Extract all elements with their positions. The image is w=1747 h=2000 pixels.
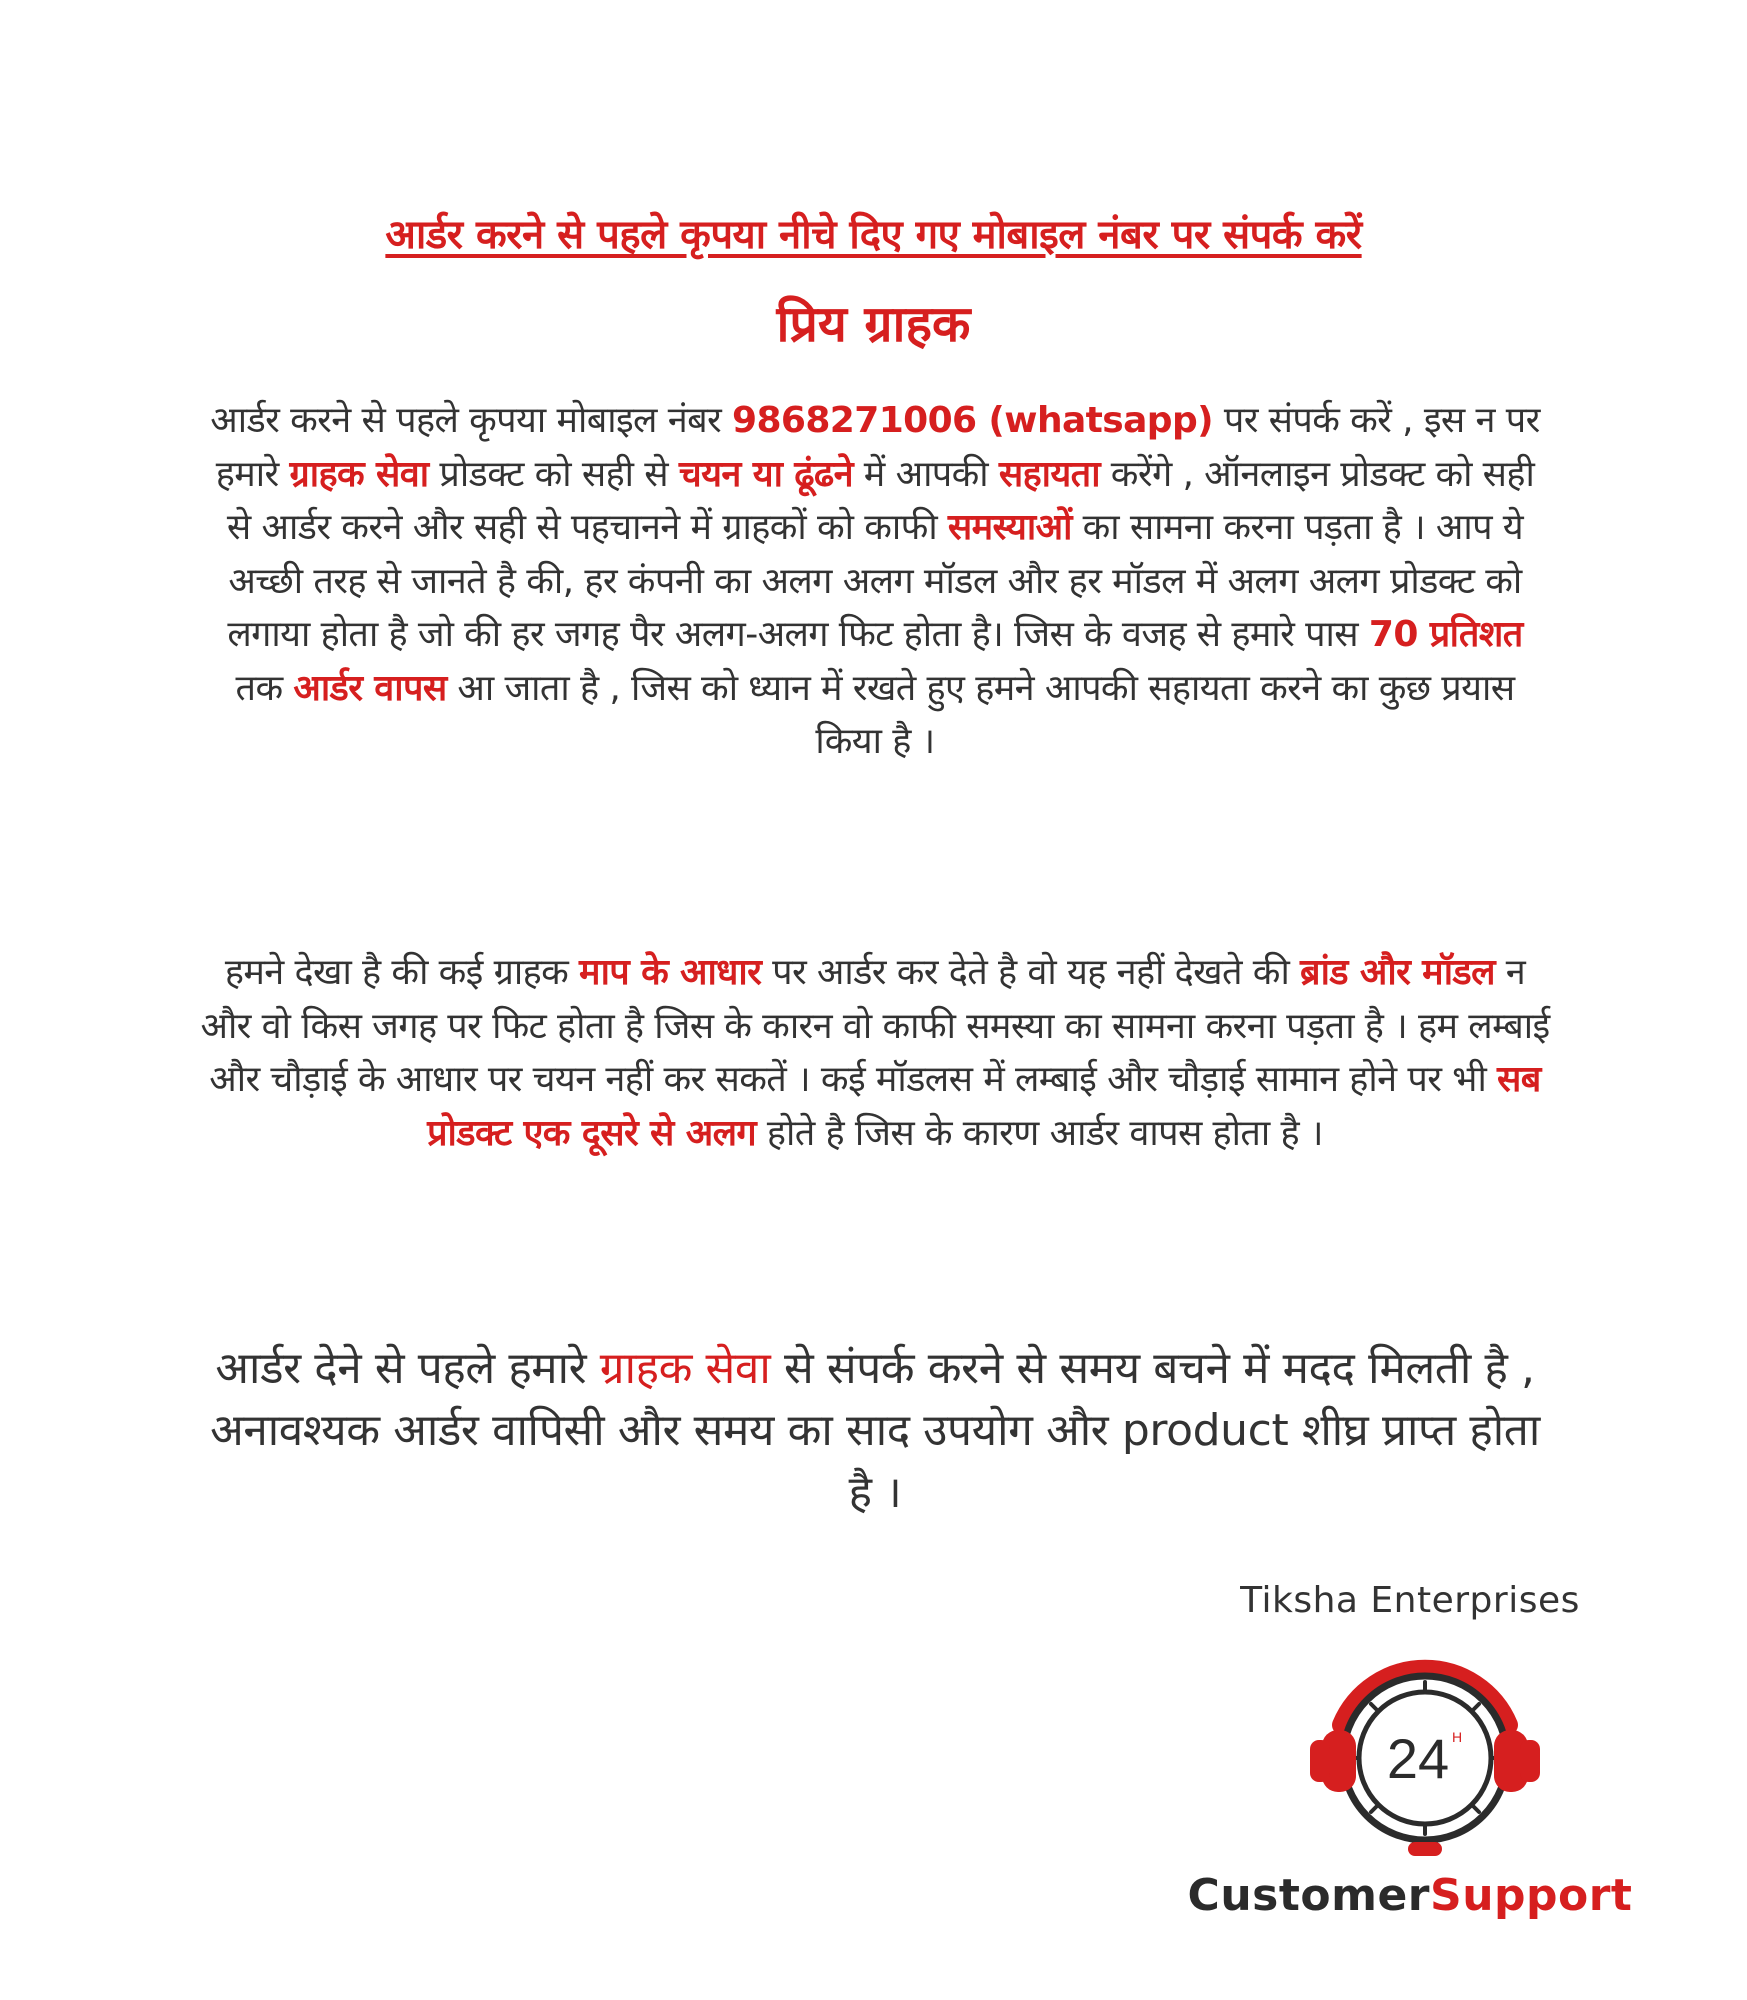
text-segment: आ जाता है , जिस को ध्यान में रखते हुए हमने आपकी सहायता करने का कुछ प्रयास किया है । xyxy=(446,667,1515,762)
text-segment: होते है जिस के कारण आर्डर वापस होता है । xyxy=(756,1112,1323,1154)
highlight-problems: समस्याओं xyxy=(947,507,1072,548)
highlight-help: सहायता xyxy=(998,453,1100,495)
text-segment: आर्डर देने से पहले हमारे xyxy=(215,1343,600,1394)
text-segment: करेंगे , ऑनलाइन प्रोडक्ट को सही से आर्डर करने और सही से पहचानने में ग्राहकों को काफी xyxy=(226,453,1535,548)
paragraph-benefits xyxy=(195,1338,1555,1524)
highlight-brand-model: ब्रांड और मॉडल xyxy=(1300,952,1495,993)
text-segment: पर संपर्क करें , इस न पर हमारे xyxy=(215,400,1540,495)
headset-clock-icon xyxy=(1280,1630,1570,1870)
page-heading: आर्डर करने से पहले कृपया नीचे दिए गए मोबाइल नंबर पर संपर्क करें xyxy=(385,212,1362,258)
highlight-products-differ: सब प्रोडक्ट एक दूसरे से अलग xyxy=(427,1059,1541,1154)
text-segment: तक xyxy=(235,667,294,709)
brand-name: Tiksha Enterprises xyxy=(1240,1580,1580,1621)
highlight-70-percent: 70 प्रतिशत xyxy=(1368,614,1523,655)
text-segment: में आपकी xyxy=(852,453,999,495)
highlight-order-return: आर्डर वापस xyxy=(293,667,447,709)
phone-number-highlight: 9868271006 (whatsapp) xyxy=(732,400,1213,441)
text-segment: हमने देखा है की कई ग्राहक xyxy=(224,952,580,993)
text-segment: आर्डर करने से पहले कृपया मोबाइल नंबर xyxy=(210,400,733,441)
text-segment: का सामना करना पड़ता है । आप ये अच्छी तरह से जानते है की, हर कंपनी का अलग अलग मॉडल और हर मॉडल में अलग अलग प्रोडक्ट को लगाया होता है जो की हर जगह पैर अलग-अलग फिट होता है। जिस के वजह से हमारे पास xyxy=(227,507,1524,655)
text-segment: से संपर्क करने से समय बचने में मदद मिलती है , अनावश्यक आर्डर वापिसी और समय का साद उपयोग और product शीघ्र प्राप्त होता है । xyxy=(210,1343,1540,1518)
right-earcup-outer xyxy=(1520,1740,1540,1782)
logo-graphic xyxy=(1280,1630,1570,1870)
highlight-measurement-basis: माप के आधार xyxy=(579,952,762,993)
microphone-shape xyxy=(1408,1842,1442,1856)
clock-number: 24 xyxy=(1386,1727,1450,1790)
highlight-customer-service: ग्राहक सेवा xyxy=(599,1343,771,1394)
left-earcup-outer xyxy=(1310,1740,1330,1782)
text-segment: पर आर्डर कर देते है वो यह नहीं देखते की xyxy=(761,952,1301,993)
logo-caption xyxy=(1160,1870,1660,1921)
text-segment: न और वो किस जगह पर फिट होता है जिस के कारन वो काफी समस्या का सामना करना पड़ता है । हम लम्बाई और चौड़ाई के आधार पर चयन नहीं कर सकतें । कई मॉडलस में लम्बाई और चौड़ाई सामान होने पर भी xyxy=(200,952,1550,1100)
logo-caption-part2: Support xyxy=(1430,1870,1633,1921)
clock-superscript: H xyxy=(1451,1729,1463,1745)
paragraph-contact-info xyxy=(200,394,1550,769)
logo-caption-part1: Customer xyxy=(1187,1870,1430,1921)
highlight-select-find: चयन या ढूंढने xyxy=(678,453,853,495)
highlight-customer-service: ग्राहक सेवा xyxy=(289,453,429,495)
greeting-title: प्रिय ग्राहक xyxy=(776,295,971,353)
text-segment: प्रोडक्ट को सही से xyxy=(428,453,679,495)
paragraph-measurement-warning xyxy=(200,946,1550,1160)
